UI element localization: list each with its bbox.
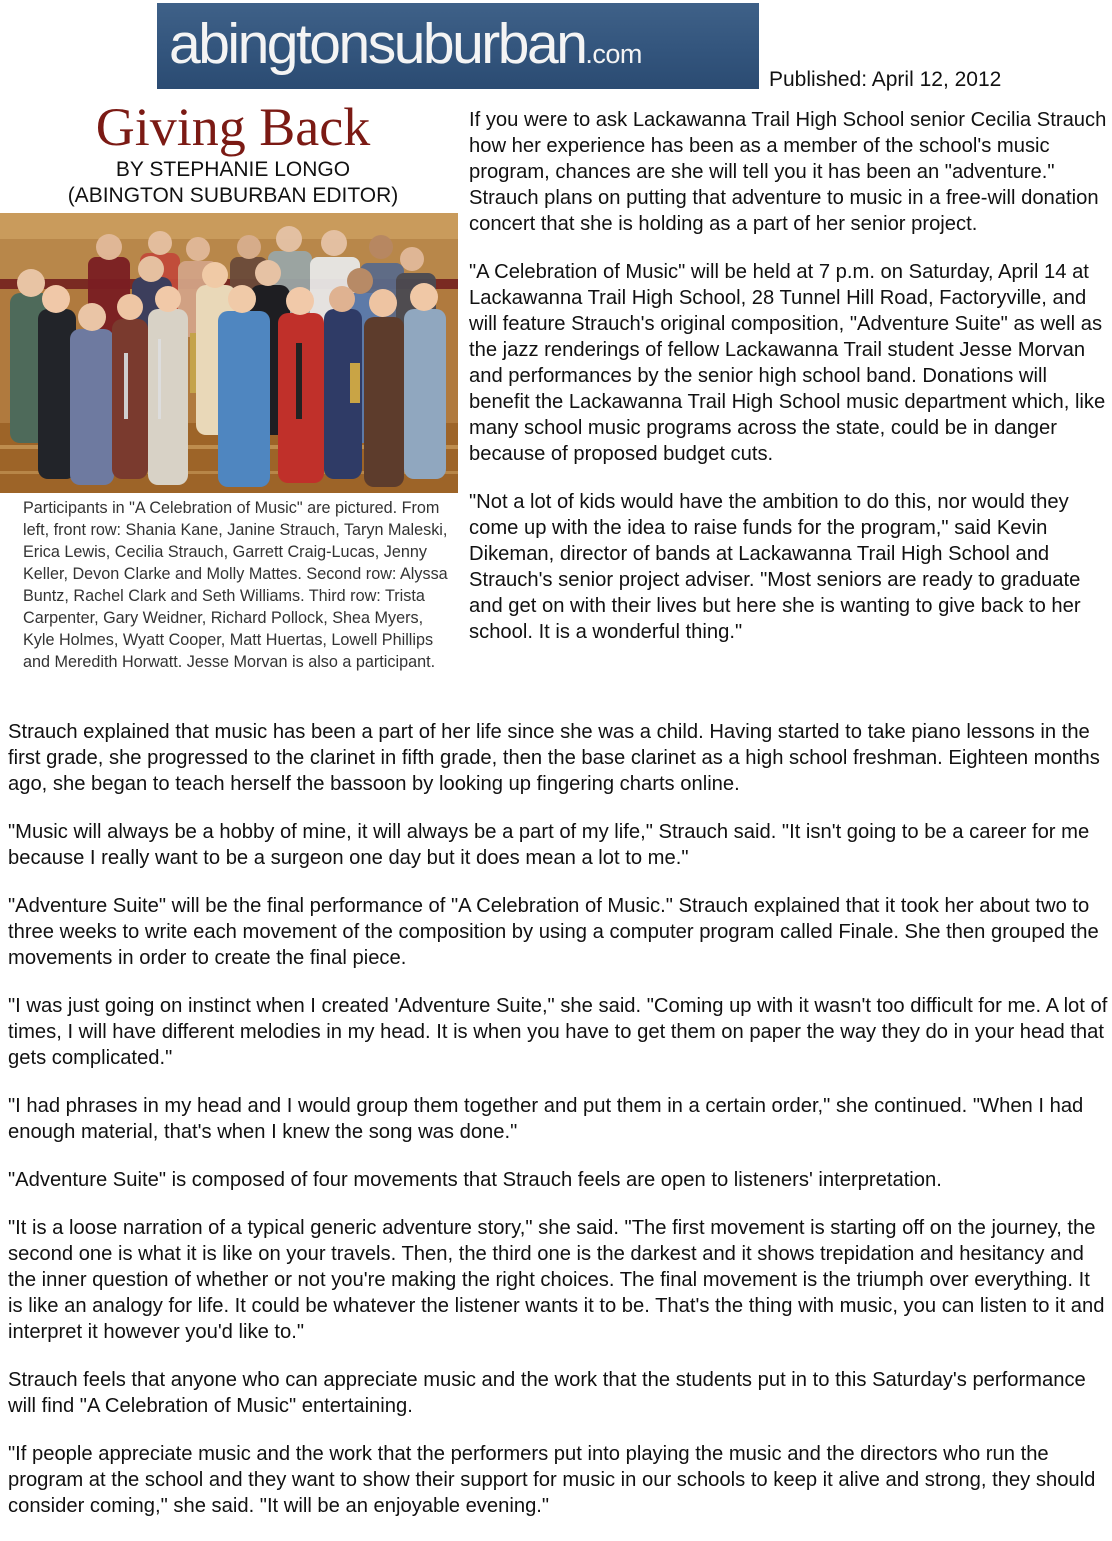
- byline-author: BY STEPHANIE LONGO: [115, 158, 351, 181]
- article-paragraph: "It is a loose narration of a typical generic adventure story," she said. "The first movement is starting off on the journey, the second one is what it is like on your travels. Then, the third one is the darkest and it shows trepidation and hesitancy and the inner question of whether or not you're making the right choices. The final movement is the triumph over everything. It is like an analogy for life. It could be whatever the listener wants it to be. That's the thing with music, you can listen to it and interpret it however you'd like to.": [8, 1217, 1105, 1343]
- article-paragraph: "Adventure Suite" is composed of four movements that Strauch feels are open to listeners' interpretation.: [8, 1169, 942, 1191]
- logo-text: [169, 13, 642, 85]
- article-paragraph: If you were to ask Lackawanna Trail High School senior Cecilia Strauch how her experience has been as a member of the school's music program, chances are she will tell you it has been an "adventure." Strauch plans on putting that adventure to music in a free-will donation concert that she is holding as a part of her senior project.: [469, 109, 1107, 235]
- article-paragraph: "Adventure Suite" will be the final performance of "A Celebration of Music." Strauch explained that it took her about two to three weeks to write each movement of the composition by using a computer program called Finale. She then grouped the movements in order to create the final piece.: [8, 895, 1099, 969]
- article-paragraph: "A Celebration of Music" will be held at 7 p.m. on Saturday, April 14 at Lackawanna Trail High School, 28 Tunnel Hill Road, Factoryville, and will feature Strauch's original composition, "Adventure Suite" as well as the jazz renderings of fellow Lackawanna Trail student Jesse Morvan and performances by the senior high school band. Donations will benefit the Lackawanna Trail High School music department which, like many school music programs across the state, could be in danger because of proposed budget cuts.: [469, 261, 1106, 465]
- logo-com-text: .com: [585, 39, 642, 69]
- photo-caption: Participants in "A Celebration of Music" are pictured. From left, front row: Shania Kane, Janine Strauch, Taryn Maleski, Erica Lewis, Cecilia Strauch, Garrett Craig-Lucas, Jenny Keller, Devon Clarke and Molly Mattes. Second row: Alyssa Buntz, Rachel Clark and Seth Williams. Third row: Trista Carpenter, Gary Weidner, Richard Pollock, Shea Myers, Kyle Holmes, Wyatt Cooper, Matt Huertas, Lowell Phillips and Meredith Horwatt. Jesse Morvan is also a participant.: [23, 499, 448, 671]
- article-body: [8, 719, 1108, 1541]
- article-column: [469, 107, 1107, 667]
- group-photo-image: [0, 213, 458, 493]
- byline-role: (ABINGTON SUBURBAN EDITOR): [67, 184, 399, 207]
- masthead-logo[interactable]: [157, 3, 759, 89]
- published-date: Published: April 12, 2012: [769, 68, 1002, 91]
- byline: [0, 157, 466, 209]
- article-paragraph: Strauch feels that anyone who can appreciate music and the work that the students put in to this Saturday's performance will find "A Celebration of Music" entertaining.: [8, 1369, 1086, 1417]
- article-paragraph: "If people appreciate music and the work that the performers put into playing the music and the directors who run the program at the school and they want to show their support for music in our schools to keep it alive and strong, they should consider coming," she said. "It will be an enjoyable evening.": [8, 1443, 1096, 1517]
- article-paragraph: "I was just going on instinct when I created 'Adventure Suite," she said. "Coming up with it wasn't too difficult for me. A lot of times, I will have different melodies in my head. It is when you have to get them on paper the way they do in your head that gets complicated.": [8, 995, 1108, 1069]
- logo-main-text: abingtonsuburban: [169, 12, 586, 76]
- article-paragraph: "I had phrases in my head and I would group them together and put them in a certain order," she continued. "When I had enough material, that's when I knew the song was done.": [8, 1095, 1084, 1143]
- article-paragraph: "Music will always be a hobby of mine, it will always be a part of my life," Strauch said. "It isn't going to be a career for me because I really want to be a surgeon one day but it does mean a lot to me.": [8, 821, 1090, 869]
- article-paragraph: Strauch explained that music has been a part of her life since she was a child. Having started to take piano lessons in the first grade, she progressed to the clarinet in fifth grade, then the base clarinet as a high school freshman. Eighteen months ago, she began to teach herself the bassoon by looking up fingering charts online.: [8, 721, 1100, 795]
- article-paragraph: "Not a lot of kids would have the ambition to do this, nor would they come up with the idea to raise funds for the program," said Kevin Dikeman, director of bands at Lackawanna Trail High School and Strauch's senior project adviser. "Most seniors are ready to graduate and get on with their lives but here she is wanting to give back to her school. It is a wonderful thing.": [469, 491, 1081, 643]
- group-photo: [0, 213, 458, 493]
- article-headline: Giving Back: [95, 97, 371, 157]
